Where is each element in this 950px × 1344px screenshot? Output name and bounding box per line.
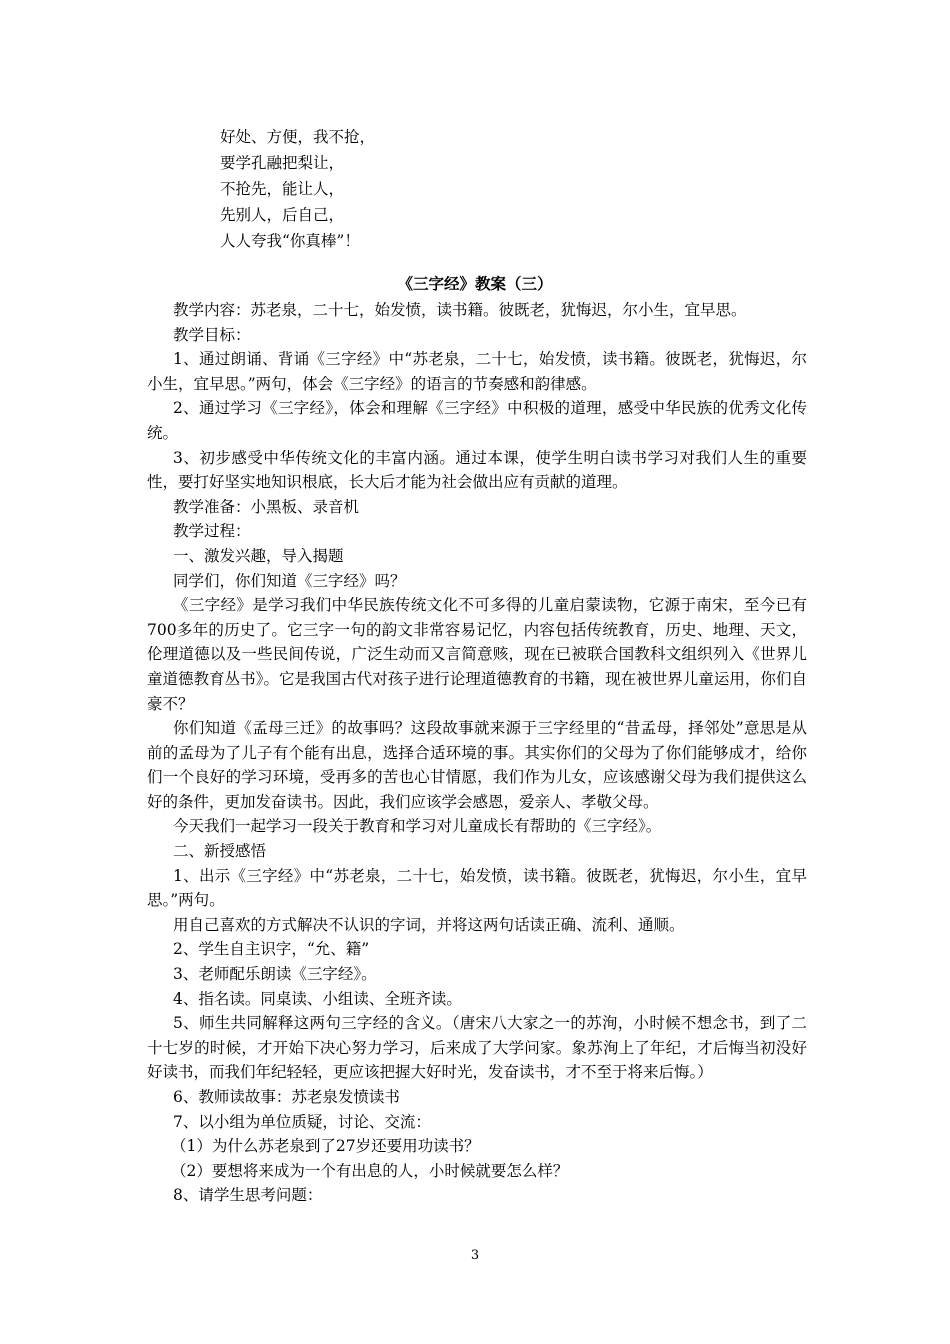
paragraph: 5、师生共同解释这两句三字经的含义。（唐宋八大家之一的苏洵，小时候不想念书，到了二十七岁的时候，才开始下决心努力学习，后来成了大学问家。象苏洵上了年纪，才后悔当初没好好读书，而我们年纪轻轻，更应该把握大好时光，发奋读书，才不至于将来后悔。） (147, 1014, 807, 1082)
poem-line: 先别人，后自己， (220, 206, 345, 224)
lesson-body (147, 298, 807, 1208)
paragraph: 教学内容：苏老泉，二十七，始发愤，读书籍。彼既老，犹悔迟，尔小生，宜早思。 (173, 301, 747, 319)
paragraph: 教学准备：小黑板、录音机 (173, 497, 360, 516)
section-heading: 二、新授感悟 (173, 842, 267, 861)
paragraph: 教学过程： (173, 522, 251, 541)
paragraph: 4、指名读。同桌读、小组读、全班齐读。 (173, 989, 462, 1008)
poem-line: 人人夸我“你真棒”！ (220, 232, 360, 250)
paragraph: 7、以小组为单位质疑，讨论、交流： (173, 1112, 431, 1131)
poem-line: 好处、方便，我不抢， (220, 128, 376, 146)
poem-block (220, 124, 375, 254)
paragraph: 6、教师读故事：苏老泉发愤读书 (173, 1088, 400, 1106)
paragraph: 3、初步感受中华传统文化的丰富内涵。通过本课，使学生明白读书学习对我们人生的重要性，要打好坚实地知识根底，长大后才能为社会做出应有贡献的道理。 (147, 448, 807, 492)
paragraph: （2）要想将来成为一个有出息的人，小时候就要怎么样？ (171, 1161, 569, 1180)
paragraph: 8、请学生思考问题： (173, 1186, 323, 1205)
paragraph: 同学们，你们知道《三字经》吗？ (173, 571, 406, 590)
paragraph: 2、通过学习《三字经》，体会和理解《三字经》中积极的道理，感受中华民族的优秀文化传统。 (147, 399, 807, 442)
poem-line: 要学孔融把梨让， (220, 154, 345, 172)
paragraph: 今天我们一起学习一段关于教育和学习对儿童成长有帮助的《三字经》。 (173, 817, 662, 836)
page-number: 3 (470, 1248, 480, 1263)
section-heading: 一、激发兴趣，导入揭题 (173, 546, 344, 565)
paragraph: 1、通过朗诵、背诵《三字经》中“苏老泉，二十七，始发愤，读书籍。彼既老，犹悔迟，尔小生，宜早思。”两句，体会《三字经》的语言的节奏感和韵律感。 (147, 350, 807, 393)
poem-line: 不抢先，能让人， (220, 180, 345, 198)
paragraph: 教学目标： (173, 325, 251, 344)
paragraph: 《三字经》是学习我们中华民族传统文化不可多得的儿童启蒙读物，它源于南宋，至今已有700多年的历史了。它三字一句的韵文非常容易记忆，内容包括传统教育，历史、地理、天文，伦理道德以及一些民间传说，广泛生动而又言简意赅，现在已被联合国教科文组织列入《世界儿童道德教育丛书》。它是我国古代对孩子进行论理道德教育的书籍，现在被世界儿童运用，你们自豪不？ (147, 596, 807, 713)
lesson-title: 《三字经》教案（三） (397, 274, 553, 293)
paragraph: 用自己喜欢的方式解决不认识的字词，并将这两句话读正确、流利、通顺。 (173, 915, 685, 934)
paragraph: （1）为什么苏老泉到了27岁还要用功读书？ (171, 1137, 480, 1156)
paragraph: 1、出示《三字经》中“苏老泉，二十七，始发愤，读书籍。彼既老，犹悔迟，尔小生，宜早思。”两句。 (147, 866, 807, 910)
paragraph: 3、老师配乐朗读《三字经》。 (173, 965, 377, 984)
paragraph: 你们知道《孟母三迁》的故事吗？这段故事就来源于三字经里的“昔孟母，择邻处”意思是从前的孟母为了儿子有个能有出息，选择合适环境的事。其实你们的父母为了你们能够成才，给你们一个良好的学习环境，受再多的苦也心甘情愿，我们作为儿女，应该感谢父母为我们提供这么好的条件，更加发奋读书。因此，我们应该学会感恩，爱亲人、孝敬父母。 (147, 719, 807, 811)
paragraph: 2、学生自主识字，“允、籍” (173, 940, 370, 959)
